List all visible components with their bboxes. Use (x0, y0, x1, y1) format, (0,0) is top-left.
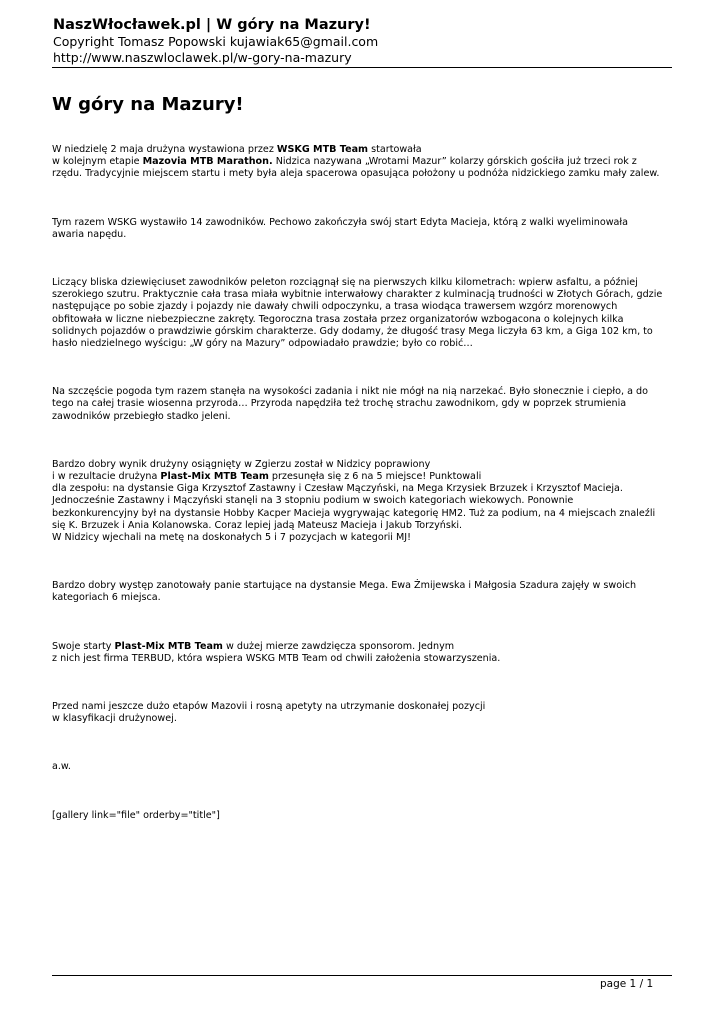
footer-divider (52, 975, 672, 976)
paragraph-1: W niedzielę 2 maja drużyna wystawiona przez WSKG MTB Team startowała w kolejnym etapie Mazovia MTB Marathon. Nidzica nazywana „Wrotami Mazur” kolarzy górskich gościła już trzeci rok z rzędu. Tradycyjnie miejscem startu i mety była aleja spacerowa opasująca położony u podnóża nidzickiego zamku mały zalew. (52, 144, 660, 180)
paragraph-8: Przed nami jeszcze dużo etapów Mazovii i rosną apetyty na utrzymanie doskonałej pozycji w klasyfikacji drużynowej. (52, 701, 486, 725)
signature: a.w. (52, 761, 71, 773)
site-title: NaszWłocławek.pl | W góry na Mazury! (53, 17, 371, 33)
header-divider (52, 67, 672, 68)
gallery-shortcode: [gallery link="file" orderby="title"] (52, 809, 220, 821)
article-body (52, 94, 672, 822)
paragraph-4: Na szczęście pogoda tym razem stanęła na wysokości zadania i nikt nie mógł na nią narzekać. Było słonecznie i ciepło, a do tego na całej trasie wiosenna przyroda… Przyroda napędziła też trochę strachu zawodnikom, gdy w poprzek strumienia zawodników przebiegło stadko jeleni. (52, 386, 648, 422)
event-name: Mazovia MTB Marathon. (142, 156, 273, 168)
document-header (53, 16, 671, 66)
page-number: page 1 / 1 (600, 978, 654, 990)
copyright-line: Copyright Tomasz Popowski kujawiak65@gmail.com (53, 34, 379, 49)
paragraph-7: Swoje starty Plast-Mix MTB Team w dużej mierze zawdzięcza sponsorom. Jednym z nich jest firma TERBUD, która wspiera WSKG MTB Team od chwili założenia stowarzyszenia. (52, 640, 501, 664)
team-name: WSKG MTB Team (276, 144, 369, 155)
paragraph-5: Bardzo dobry wynik drużyny osiągnięty w Zgierzu został w Nidzicy poprawiony i w rezultacie drużyna Plast-Mix MTB Team przesunęła się z 6 na 5 miejsce! Punktowali dla zespołu: na dystansie Giga Krzysztof Zastawny i Czesław Mączyński, na Mega Krzysiek Brzuzek i Krzysztof Macieja. Jednocześnie Zastawny i Mączyński stanęli na 3 stopniu podium w swoich kategoriach wiekowych. Ponownie bezkonkurencyjny był na dystansie Hobby Kacper Macieja wygrywając kategorię HM2. Tuż za podium, na 4 miejscach znaleźli się K. Brzuzek i Ania Kolanowska. Coraz lepiej jadą Mateusz Macieja i Jakub Torzyński. W Nidzicy wjechali na metę na doskonałych 5 i 7 pozycjach w kategorii MJ! (52, 458, 656, 544)
article-title: W góry na Mazury! (52, 94, 244, 115)
team-name: Plast-Mix MTB Team (160, 471, 269, 483)
paragraph-6: Bardzo dobry występ zanotowały panie startujące na dystansie Mega. Ewa Żmijewska i Małgosia Szadura zajęły w swoich kategoriach 6 miejsca. (52, 580, 637, 604)
paragraph-2: Tym razem WSKG wystawiło 14 zawodników. Pechowo zakończyła swój start Edyta Macieja, którą z walki wyeliminowała awaria napędu. (52, 216, 629, 240)
team-name: Plast-Mix MTB Team (114, 640, 223, 652)
source-url[interactable]: http://www.naszwloclawek.pl/w-gory-na-mazury (53, 50, 352, 65)
paragraph-3: Liczący bliska dziewięciuset zawodników peleton rozciągnął się na pierwszych kilku kilometrach: wpierw asfaltu, a później szerokiego szutru. Praktycznie cała trasa miała wybitnie interwałowy charakter z kulminacją trudności w Złotych Górach, gdzie następujące po sobie zjazdy i pojazdy nie dawały chwili odpoczynku, a trasa wiodąca trawersem wzgórz morenowych obfitowała w liczne niebezpieczne zakręty. Tegoroczna trasa została przez organizatorów wzbogacona o kolejnych kilka solidnych pojazdów o prawdziwie górskim charakterze. Gdy dodamy, że długość trasy Mega liczyła 63 km, a Giga 102 km, to hasło niedzielnego wyścigu: „W góry na Mazury” odpowiadało prawdzie; było co robić… (52, 277, 663, 350)
